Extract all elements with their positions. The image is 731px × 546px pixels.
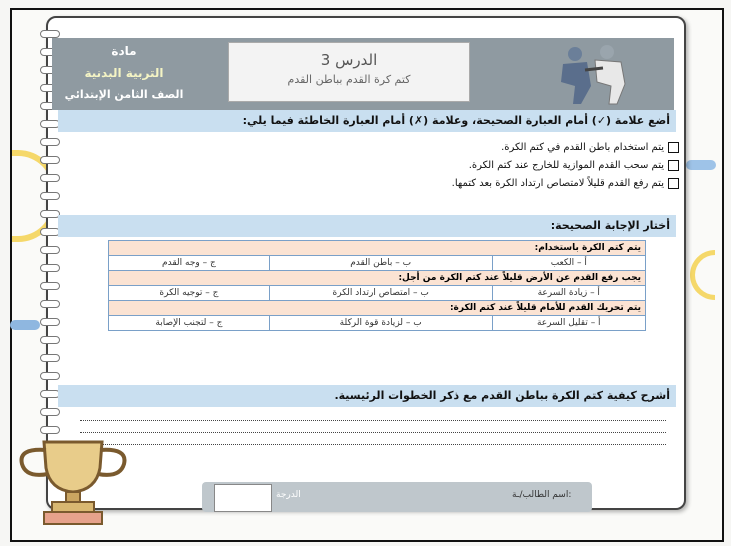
question-3: يتم تحريك القدم للأمام قليلاً عند كتم الكرة: <box>109 301 646 316</box>
lesson-number: الدرس 3 <box>320 51 378 69</box>
checkbox-icon[interactable] <box>668 178 679 189</box>
options-row <box>109 316 646 331</box>
section1-instruction: أضع علامة (✓) أمام العبارة الصحيحة، وعلامة (✗) أمام العبارة الخاطئة فيما يلي: <box>58 110 676 132</box>
checkbox-icon[interactable] <box>668 142 679 153</box>
grade-input[interactable] <box>214 484 272 512</box>
option-a[interactable]: أ – تقليل السرعة <box>492 316 645 331</box>
question-row <box>109 301 646 316</box>
question-row <box>109 271 646 286</box>
grade-label: الصف الثامن الإبتدائي <box>64 88 184 101</box>
decor-blue-right <box>686 160 716 170</box>
options-row <box>109 286 646 301</box>
subject-name: التربية البدنية <box>84 66 164 80</box>
option-a[interactable]: أ – الكعب <box>492 256 645 271</box>
statement-2: يتم سحب القدم الموازية للخارج عند كتم الكرة. <box>469 160 679 171</box>
option-c[interactable]: ج – وجه القدم <box>109 256 270 271</box>
statement-1: يتم استخدام باطن القدم في كتم الكرة. <box>501 142 679 153</box>
option-a[interactable]: أ – زيادة السرعة <box>492 286 645 301</box>
option-b[interactable]: ب – امتصاص ارتداد الكرة <box>269 286 492 301</box>
subject-label: مادة <box>111 44 137 58</box>
option-b[interactable]: ب – باطن القدم <box>269 256 492 271</box>
question-2: يجب رفع القدم عن الأرض قليلاً عند كتم الكرة من أجل: <box>109 271 646 286</box>
statement-3: يتم رفع القدم قليلاً لامتصاص ارتداد الكرة بعد كتمها. <box>452 178 679 189</box>
question-1: يتم كتم الكرة باستخدام: <box>109 241 646 256</box>
options-row <box>109 256 646 271</box>
grade-label: الدرجة <box>276 490 301 500</box>
judo-illustration <box>545 42 637 106</box>
section3-instruction: أشرح كيفية كتم الكرة بباطن القدم مع ذكر الخطوات الرئيسية. <box>58 385 676 407</box>
answer-line[interactable] <box>80 432 666 433</box>
answer-line[interactable] <box>80 420 666 421</box>
lesson-title-box <box>228 42 470 102</box>
option-c[interactable]: ج – لتجنب الإصابة <box>109 316 270 331</box>
question-row <box>109 241 646 256</box>
option-b[interactable]: ب – لزيادة قوة الركلة <box>269 316 492 331</box>
decor-circle-blue <box>10 320 40 330</box>
trophy-icon <box>8 438 138 528</box>
section2-instruction: أختار الإجابة الصحيحة: <box>58 215 676 237</box>
checkbox-icon[interactable] <box>668 160 679 171</box>
answer-line[interactable] <box>80 444 666 445</box>
multiple-choice-table <box>108 240 646 331</box>
option-c[interactable]: ج – توجيه الكرة <box>109 286 270 301</box>
student-name-label: اسم الطالب/ـة: <box>512 490 572 500</box>
lesson-title: كتم كرة القدم بباطن القدم <box>287 73 411 86</box>
